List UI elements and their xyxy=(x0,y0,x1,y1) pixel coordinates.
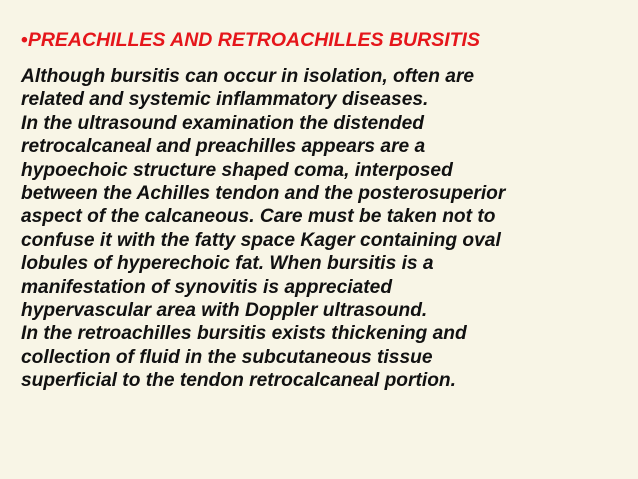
body-line: hypervascular area with Doppler ultrasound. xyxy=(21,300,428,322)
slide-body xyxy=(21,65,631,393)
slide-title xyxy=(21,29,621,51)
body-line: hypoechoic structure shaped coma, interposed xyxy=(21,159,453,181)
body-line: between the Achilles tendon and the posterosuperior xyxy=(21,183,506,205)
body-line: manifestation of synovitis is appreciated xyxy=(21,276,393,298)
body-line: superficial to the tendon retrocalcaneal portion. xyxy=(21,370,456,392)
title-bullet: • xyxy=(21,29,28,51)
body-line: In the ultrasound examination the distended xyxy=(21,112,424,134)
title-text: PREACHILLES AND RETROACHILLES BURSITIS xyxy=(27,29,480,51)
body-line: In the retroachilles bursitis exists thickening and xyxy=(21,323,467,345)
body-line: confuse it with the fatty space Kager containing oval xyxy=(21,229,501,251)
body-line: lobules of hyperechoic fat. When bursitis is a xyxy=(21,253,434,275)
body-line: collection of fluid in the subcutaneous tissue xyxy=(21,346,433,368)
body-line: aspect of the calcaneous. Care must be taken not to xyxy=(21,206,496,228)
body-line: related and systemic inflammatory diseases. xyxy=(21,89,429,111)
body-line: Although bursitis can occur in isolation, often are xyxy=(21,66,475,87)
body-line: retrocalcaneal and preachilles appears are a xyxy=(21,136,426,158)
